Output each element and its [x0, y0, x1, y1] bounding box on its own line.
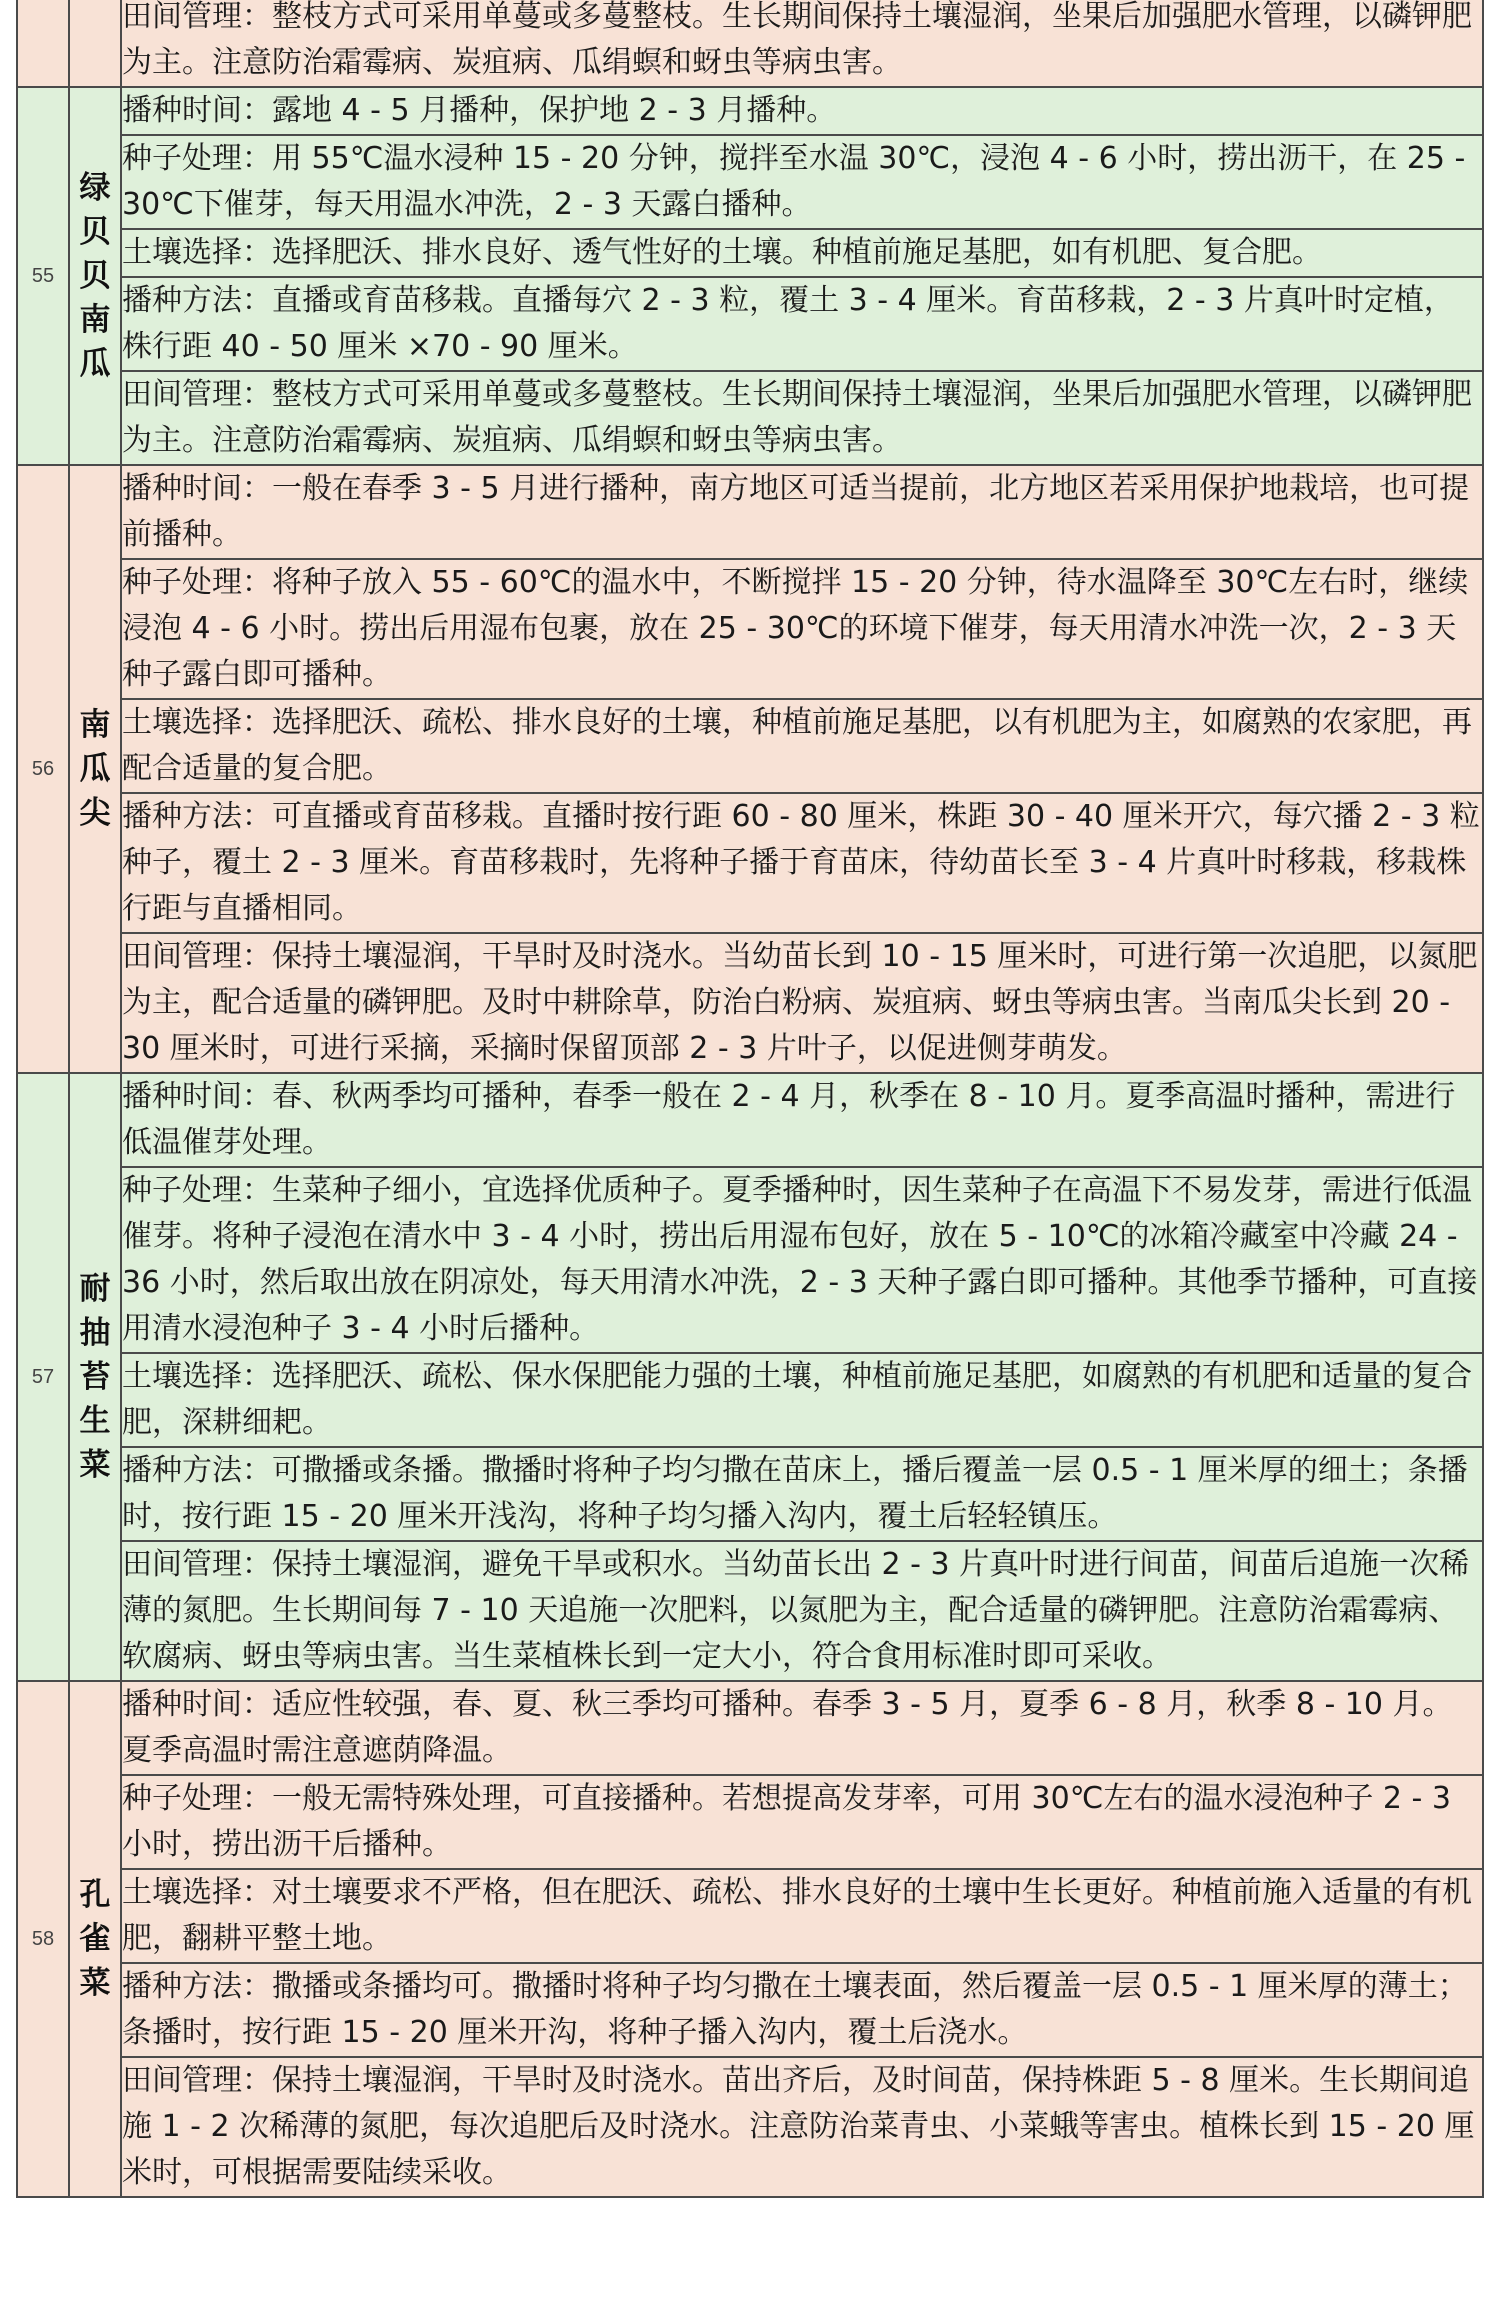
detail-text-cell: 土壤选择：选择肥沃、疏松、保水保肥能力强的土壤，种植前施足基肥，如腐熟的有机肥和适量的复合肥，深耕细耙。: [121, 1353, 1483, 1447]
detail-text-cell: 土壤选择：对土壤要求不严格，但在肥沃、疏松、排水良好的土壤中生长更好。种植前施入适量的有机肥，翻耕平整土地。: [121, 1869, 1483, 1963]
crop-name-char: 菜: [79, 1965, 111, 2001]
entry-number: 56: [17, 465, 69, 1073]
table-row: [17, 1963, 1483, 2057]
detail-text-cell: 田间管理：整枝方式可采用单蔓或多蔓整枝。生长期间保持土壤湿润，坐果后加强肥水管理，以磷钾肥为主。注意防治霜霉病、炭疽病、瓜绢螟和蚜虫等病虫害。: [121, 0, 1483, 87]
crop-name-char: 瓜: [79, 346, 111, 382]
crop-name-char: 南: [79, 302, 111, 338]
detail-text-cell: 种子处理：生菜种子细小，宜选择优质种子。夏季播种时，因生菜种子在高温下不易发芽，需进行低温催芽。将种子浸泡在清水中 3 - 4 小时，捞出后用湿布包好，放在 5 - 10℃的冰箱冷藏室中冷藏 24 - 36 小时，然后取出放在阴凉处，每天用清水冲洗，2 - 3 天种子露白即可播种。其他季节播种，可直接用清水浸泡种子 3 - 4 小时后播种。: [121, 1167, 1483, 1353]
entry-number-cell: [17, 0, 69, 87]
crop-name-char: 生: [79, 1403, 111, 1439]
table-row: [17, 2057, 1483, 2197]
crop-name-char: 绿: [79, 170, 111, 206]
crop-name-char: 瓜: [79, 751, 111, 787]
table-row: [17, 1353, 1483, 1447]
crop-name: [69, 1681, 121, 2197]
table-row: [17, 699, 1483, 793]
table-row: [17, 559, 1483, 699]
table-row: [17, 1541, 1483, 1681]
table-row: [17, 1073, 1483, 1167]
detail-text-cell: 播种方法：直播或育苗移栽。直播每穴 2 - 3 粒，覆土 3 - 4 厘米。育苗移栽，2 - 3 片真叶时定植，株行距 40 - 50 厘米 ×70 - 90 厘米。: [121, 277, 1483, 371]
detail-text-cell: 播种时间：露地 4 - 5 月播种，保护地 2 - 3 月播种。: [121, 87, 1483, 135]
detail-text-cell: 土壤选择：选择肥沃、排水良好、透气性好的土壤。种植前施足基肥，如有机肥、复合肥。: [121, 229, 1483, 277]
crop-name-char: 贝: [79, 258, 111, 294]
crop-name-char: 南: [79, 707, 111, 743]
detail-text-cell: 田间管理：整枝方式可采用单蔓或多蔓整枝。生长期间保持土壤湿润，坐果后加强肥水管理，以磷钾肥为主。注意防治霜霉病、炭疽病、瓜绢螟和蚜虫等病虫害。: [121, 371, 1483, 465]
detail-text-cell: 田间管理：保持土壤湿润，干旱时及时浇水。苗出齐后，及时间苗，保持株距 5 - 8 厘米。生长期间追施 1 - 2 次稀薄的氮肥，每次追肥后及时浇水。注意防治菜青虫、小菜蛾等害虫。植株长到 15 - 20 厘米时，可根据需要陆续采收。: [121, 2057, 1483, 2197]
table-row: [17, 0, 1483, 87]
crop-name-char: 耐: [79, 1271, 111, 1307]
table-row: [17, 135, 1483, 229]
crop-name-char: 雀: [79, 1921, 111, 1957]
crop-name: [69, 465, 121, 1073]
detail-text-cell: 种子处理：将种子放入 55 - 60℃的温水中，不断搅拌 15 - 20 分钟，待水温降至 30℃左右时，继续浸泡 4 - 6 小时。捞出后用湿布包裹，放在 25 - 30℃的环境下催芽，每天用清水冲洗一次，2 - 3 天种子露白即可播种。: [121, 559, 1483, 699]
detail-text-cell: 播种时间：适应性较强，春、夏、秋三季均可播种。春季 3 - 5 月，夏季 6 - 8 月，秋季 8 - 10 月。夏季高温时需注意遮荫降温。: [121, 1681, 1483, 1775]
table-row: [17, 277, 1483, 371]
table-row: [17, 371, 1483, 465]
table-row: [17, 1447, 1483, 1541]
planting-guide-table: [16, 0, 1484, 2198]
crop-name-char: 贝: [79, 214, 111, 250]
table-row: [17, 1167, 1483, 1353]
detail-text-cell: 播种方法：可撒播或条播。撒播时将种子均匀撒在苗床上，播后覆盖一层 0.5 - 1 厘米厚的细土；条播时，按行距 15 - 20 厘米开浅沟，将种子均匀播入沟内，覆土后轻轻镇压。: [121, 1447, 1483, 1541]
detail-text-cell: 播种时间：一般在春季 3 - 5 月进行播种，南方地区可适当提前，北方地区若采用保护地栽培，也可提前播种。: [121, 465, 1483, 559]
table-row: [17, 933, 1483, 1073]
detail-text-cell: 播种方法：可直播或育苗移栽。直播时按行距 60 - 80 厘米，株距 30 - 40 厘米开穴，每穴播 2 - 3 粒种子，覆土 2 - 3 厘米。育苗移栽时，先将种子播于育苗床，待幼苗长至 3 - 4 片真叶时移栽，移栽株行距与直播相同。: [121, 793, 1483, 933]
detail-text-cell: 种子处理：一般无需特殊处理，可直接播种。若想提高发芽率，可用 30℃左右的温水浸泡种子 2 - 3 小时，捞出沥干后播种。: [121, 1775, 1483, 1869]
table-row: [17, 87, 1483, 135]
crop-name-char: 抽: [79, 1315, 111, 1351]
detail-text-cell: 田间管理：保持土壤湿润，避免干旱或积水。当幼苗长出 2 - 3 片真叶时进行间苗，间苗后追施一次稀薄的氮肥。生长期间每 7 - 10 天追施一次肥料，以氮肥为主，配合适量的磷钾肥。注意防治霜霉病、软腐病、蚜虫等病虫害。当生菜植株长到一定大小，符合食用标准时即可采收。: [121, 1541, 1483, 1681]
table-row: [17, 1869, 1483, 1963]
crop-name-char: 尖: [79, 795, 111, 831]
table-row: [17, 229, 1483, 277]
detail-text-cell: 种子处理：用 55℃温水浸种 15 - 20 分钟，搅拌至水温 30℃，浸泡 4 - 6 小时，捞出沥干，在 25 - 30℃下催芽，每天用温水冲洗，2 - 3 天露白播种。: [121, 135, 1483, 229]
entry-number: 58: [17, 1681, 69, 2197]
table-row: [17, 793, 1483, 933]
crop-name-char: 菜: [79, 1447, 111, 1483]
crop-name-char: 苔: [79, 1359, 111, 1395]
crop-name: [69, 1073, 121, 1681]
detail-text-cell: 田间管理：保持土壤湿润，干旱时及时浇水。当幼苗长到 10 - 15 厘米时，可进行第一次追肥，以氮肥为主，配合适量的磷钾肥。及时中耕除草，防治白粉病、炭疽病、蚜虫等病虫害。当南瓜尖长到 20 - 30 厘米时，可进行采摘，采摘时保留顶部 2 - 3 片叶子，以促进侧芽萌发。: [121, 933, 1483, 1073]
detail-text-cell: 播种方法：撒播或条播均可。撒播时将种子均匀撒在土壤表面，然后覆盖一层 0.5 - 1 厘米厚的薄土；条播时，按行距 15 - 20 厘米开沟，将种子播入沟内，覆土后浇水。: [121, 1963, 1483, 2057]
crop-name-char: 孔: [79, 1877, 111, 1913]
table-row: [17, 1775, 1483, 1869]
entry-number: 55: [17, 87, 69, 465]
detail-text-cell: 土壤选择：选择肥沃、疏松、排水良好的土壤，种植前施足基肥，以有机肥为主，如腐熟的农家肥，再配合适量的复合肥。: [121, 699, 1483, 793]
crop-name: [69, 87, 121, 465]
detail-text-cell: 播种时间：春、秋两季均可播种，春季一般在 2 - 4 月，秋季在 8 - 10 月。夏季高温时播种，需进行低温催芽处理。: [121, 1073, 1483, 1167]
table-row: [17, 465, 1483, 559]
table-body: [17, 0, 1483, 2197]
entry-name-cell: [69, 0, 121, 87]
table-row: [17, 1681, 1483, 1775]
entry-number: 57: [17, 1073, 69, 1681]
